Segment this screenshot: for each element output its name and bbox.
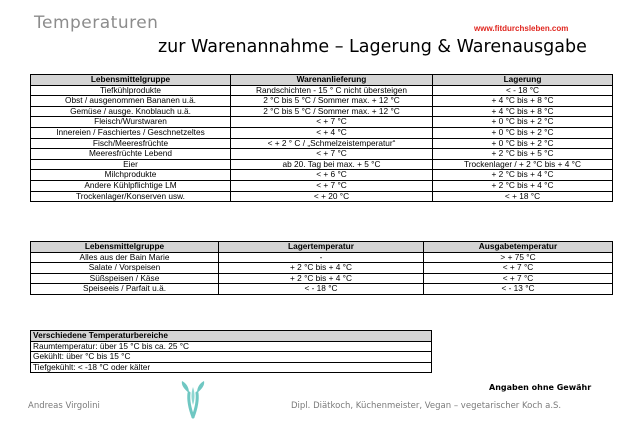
table-cell: + 2 °C bis + 4 °C: [433, 180, 613, 191]
table-cell: Salate / Vorspeisen: [31, 263, 219, 274]
table-row: [31, 263, 613, 274]
table-row: [31, 127, 613, 138]
table-cell: Fisch/Meeresfrüchte: [31, 138, 231, 149]
table-cell: > + 75 °C: [424, 252, 613, 263]
table-cell: + 2 °C bis + 4 °C: [433, 170, 613, 181]
vegan-logo-icon: [176, 379, 210, 424]
table-header-row: [31, 242, 613, 253]
table-row: [31, 149, 613, 160]
table-row: [31, 362, 432, 373]
table-cell: < + 7 °C: [424, 273, 613, 284]
document-subtitle: zur Warenannahme – Lagerung & Warenausgabe: [158, 37, 587, 57]
table-cell: + 2 °C bis + 5 °C: [433, 149, 613, 160]
table-row: [31, 191, 613, 202]
table-cell: Trockenlager/Konserven usw.: [31, 191, 231, 202]
serving-temperature-table: [30, 241, 613, 295]
table-cell: + 0 °C bis + 2 °C: [433, 117, 613, 128]
table-cell: + 2 °C bis + 4 °C: [219, 263, 424, 274]
table-cell: Eier: [31, 159, 231, 170]
table-cell: Randschichten - 15 ° C nicht übersteigen: [231, 85, 433, 96]
table-cell: 2 °C bis 5 °C / Sommer max. + 12 °C: [231, 96, 433, 107]
table-cell: Milchprodukte: [31, 170, 231, 181]
table-cell: < + 18 °C: [433, 191, 613, 202]
table-row: [31, 273, 613, 284]
table-cell: Raumtemperatur: über 15 °C bis ca. 25 °C: [31, 341, 432, 352]
table-cell: < + 7 °C: [231, 149, 433, 160]
table-row: [31, 117, 613, 128]
table-cell: < + 6 °C: [231, 170, 433, 181]
table-cell: 2 °C bis 5 °C / Sommer max. + 12 °C: [231, 106, 433, 117]
table-cell: < + 7 °C: [231, 180, 433, 191]
column-header: Ausgabetemperatur: [424, 242, 613, 253]
table-cell: < + 20 °C: [231, 191, 433, 202]
author-name: Andreas Virgolini: [28, 401, 100, 411]
table-cell: + 2 °C bis + 4 °C: [219, 273, 424, 284]
column-header: Verschiedene Temperaturbereiche: [31, 331, 432, 342]
table-row: [31, 159, 613, 170]
table-cell: Tiefkühlprodukte: [31, 85, 231, 96]
table-cell: + 4 °C bis + 8 °C: [433, 106, 613, 117]
table-row: [31, 180, 613, 191]
table-cell: < - 18 °C: [219, 284, 424, 295]
temperature-ranges-table: [30, 330, 432, 373]
disclaimer-text: Angaben ohne Gewähr: [489, 383, 592, 392]
table-cell: Obst / ausgenommen Bananen u.ä.: [31, 96, 231, 107]
table-cell: + 4 °C bis + 8 °C: [433, 96, 613, 107]
table-row: [31, 341, 432, 352]
table-cell: -: [219, 252, 424, 263]
table-cell: + 0 °C bis + 2 °C: [433, 127, 613, 138]
column-header: Warenanlieferung: [231, 75, 433, 86]
table-row: [31, 85, 613, 96]
table-row: [31, 252, 613, 263]
table-cell: < - 13 °C: [424, 284, 613, 295]
column-header: Lebensmittelgruppe: [31, 242, 219, 253]
table-row: [31, 352, 432, 363]
table-cell: + 0 °C bis + 2 °C: [433, 138, 613, 149]
table-header-row: [31, 331, 432, 342]
table-cell: Innereien / Faschiertes / Geschnetzeltes: [31, 127, 231, 138]
table-cell: Fleisch/Wurstwaren: [31, 117, 231, 128]
table-cell: ab 20. Tag bei max. + 5 °C: [231, 159, 433, 170]
table-row: [31, 106, 613, 117]
table-cell: Gekühlt: über °C bis 15 °C: [31, 352, 432, 363]
author-credentials: Dipl. Diätkoch, Küchenmeister, Vegan – vegetarischer Koch a.S.: [291, 401, 562, 411]
table-cell: Tiefgekühlt: < -18 °C oder kälter: [31, 362, 432, 373]
table-cell: < + 2 ° C / „Schmelzeistemperatur“: [231, 138, 433, 149]
table-cell: < + 7 °C: [424, 263, 613, 274]
table-header-row: [31, 75, 613, 86]
table-row: [31, 284, 613, 295]
table-cell: Andere Kühlpflichtige LM: [31, 180, 231, 191]
table-cell: Süßspeisen / Käse: [31, 273, 219, 284]
website-link[interactable]: www.fitdurchsleben.com: [474, 24, 569, 33]
table-cell: Alles aus der Bain Marie: [31, 252, 219, 263]
table-row: [31, 96, 613, 107]
column-header: Lagerung: [433, 75, 613, 86]
table-row: [31, 138, 613, 149]
table-cell: < + 7 °C: [231, 117, 433, 128]
table-row: [31, 170, 613, 181]
table-cell: < - 18 °C: [433, 85, 613, 96]
table-cell: Gemüse / ausge. Knoblauch u.ä.: [31, 106, 231, 117]
document-title: Temperaturen: [34, 13, 159, 33]
column-header: Lagertemperatur: [219, 242, 424, 253]
delivery-storage-table: [30, 74, 613, 202]
table-cell: Trockenlager / + 2 °C bis + 4 °C: [433, 159, 613, 170]
column-header: Lebensmittelgruppe: [31, 75, 231, 86]
table-cell: < + 4 °C: [231, 127, 433, 138]
table-cell: Speiseeis / Parfait u.ä.: [31, 284, 219, 295]
table-cell: Meeresfrüchte Lebend: [31, 149, 231, 160]
